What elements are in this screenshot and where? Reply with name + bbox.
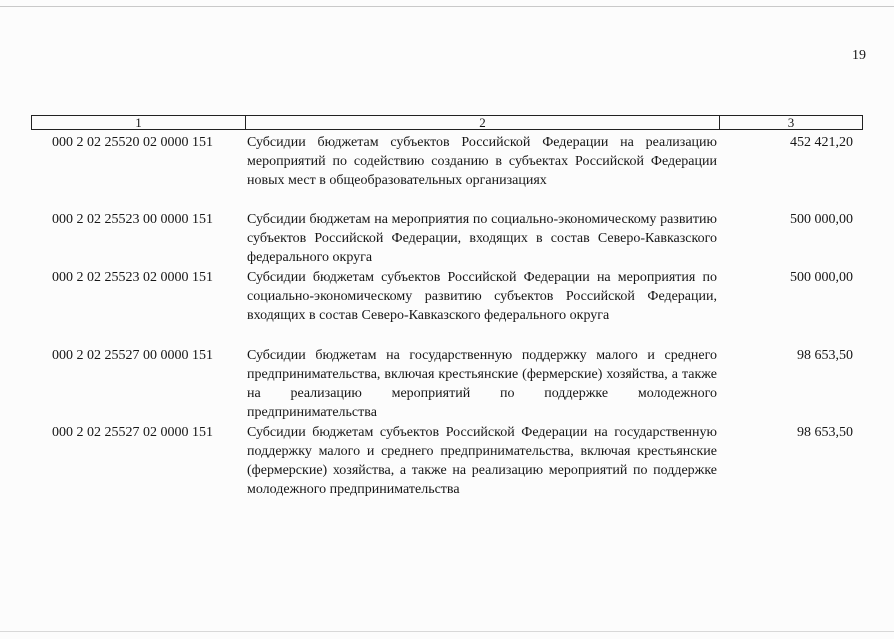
row-amount: 500 000,00 [790,270,853,285]
row-amount: 98 653,50 [797,425,853,440]
scan-edge-bottom [0,631,894,632]
budget-code: 000 2 02 25527 00 0000 151 [52,348,213,363]
row-description: Субсидии бюджетам на мероприятия по социально-экономическому развитию субъектов Российской Федерации, входящих в состав Северо-Кавказского федерального округа [247,212,717,265]
header-col-3: 3 [787,115,795,130]
row-description: Субсидии бюджетам субъектов Российской Федерации на государственную поддержку малого и среднего предпринимательства, включая крестьянские (фермерские) хозяйства, а также на реализацию мероприятий по поддержке молодежного предпринимательства [247,425,717,497]
row-description: Субсидии бюджетам на государственную поддержку малого и среднего предпринимательства, включая крестьянские (фермерские) хозяйства, а также на реализацию мероприятий по поддержке молодежного предпринимательства [247,348,717,420]
row-amount: 452 421,20 [790,135,853,150]
row-amount: 98 653,50 [797,348,853,363]
budget-code: 000 2 02 25523 02 0000 151 [52,270,213,285]
row-amount: 500 000,00 [790,212,853,227]
row-description: Субсидии бюджетам субъектов Российской Федерации на реализацию мероприятий по содействию созданию в субъектах Российской Федерации новых мест в общеобразовательных организациях [247,135,717,188]
budget-code: 000 2 02 25520 02 0000 151 [52,135,213,150]
budget-code: 000 2 02 25527 02 0000 151 [52,425,213,440]
header-col-1: 1 [32,116,246,129]
page-number: 19 [852,48,866,63]
header-col-2: 2 [246,116,720,129]
row-description: Субсидии бюджетам субъектов Российской Федерации на мероприятия по социально-экономическому развитию субъектов Российской Федерации, входящих в состав Северо-Кавказского федерального округа [247,270,717,323]
table-header [31,115,863,130]
budget-code: 000 2 02 25523 00 0000 151 [52,212,213,227]
scan-edge-top [0,6,894,7]
